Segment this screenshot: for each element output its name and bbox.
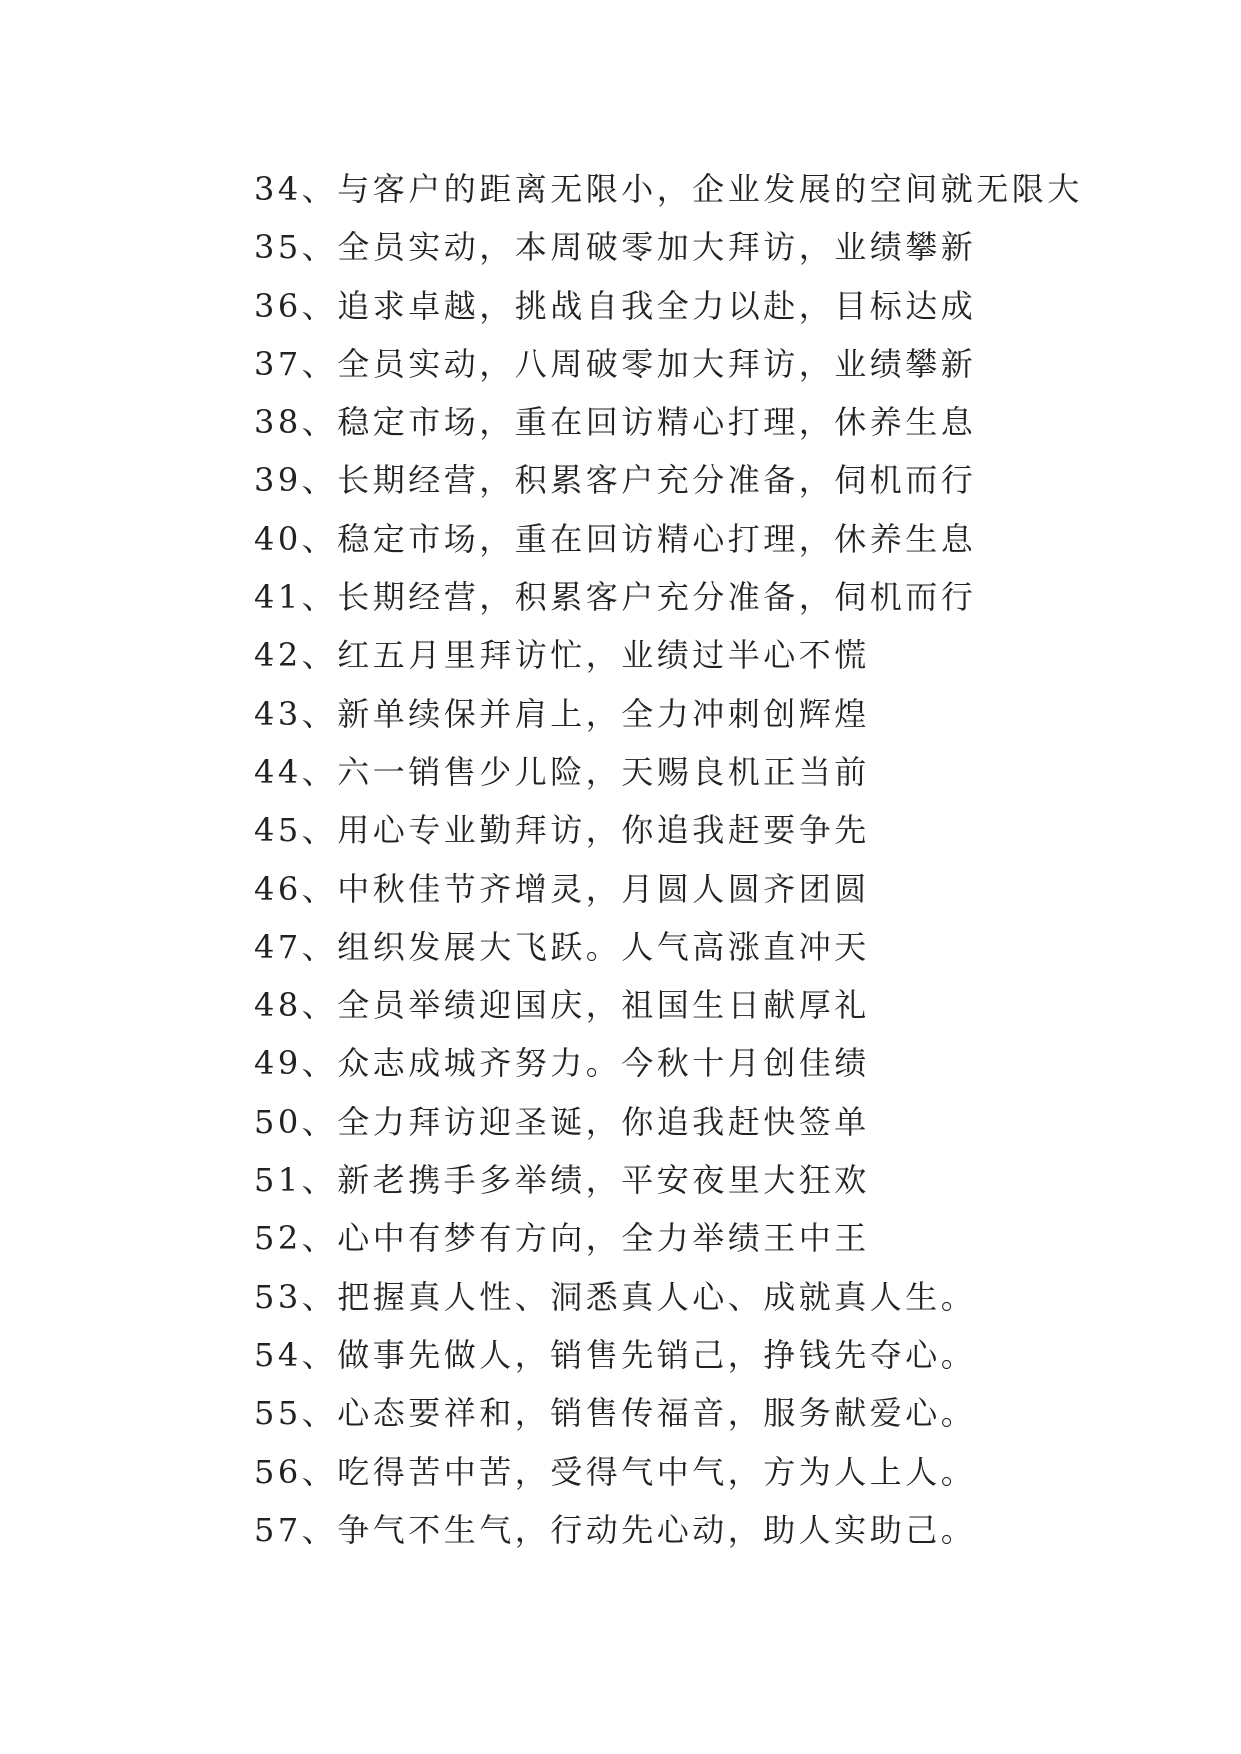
list-item: 44、六一销售少儿险，天赐良机正当前	[254, 752, 870, 791]
list-item: 48、全员举绩迎国庆，祖国生日献厚礼	[254, 986, 870, 1025]
list-item: 43、新单续保并肩上，全力冲刺创辉煌	[254, 694, 870, 733]
list-item: 46、中秋佳节齐增灵，月圆人圆齐团圆	[254, 869, 870, 908]
list-item: 41、长期经营，积累客户充分准备，伺机而行	[254, 578, 977, 617]
list-item: 57、争气不生气，行动先心动，助人实助己。	[254, 1510, 977, 1549]
list-item: 51、新老携手多举绩，平安夜里大狂欢	[254, 1161, 870, 1200]
list-item: 55、心态要祥和，销售传福音，服务献爱心。	[254, 1394, 977, 1433]
list-item: 37、全员实动，八周破零加大拜访，业绩攀新	[254, 344, 977, 383]
list-item: 40、稳定市场，重在回访精心打理，休养生息	[254, 519, 977, 558]
list-item: 45、用心专业勤拜访，你追我赶要争先	[254, 811, 870, 850]
list-item: 42、红五月里拜访忙，业绩过半心不慌	[254, 636, 870, 675]
list-item: 34、与客户的距离无限小，企业发展的空间就无限大	[254, 170, 1083, 208]
list-item: 54、做事先做人，销售先销己，挣钱先夺心。	[254, 1335, 977, 1374]
list-item: 49、众志成城齐努力。今秋十月创佳绩	[254, 1044, 870, 1083]
list-item: 47、组织发展大飞跃。人气高涨直冲天	[254, 927, 870, 966]
list-item: 35、全员实动，本周破零加大拜访，业绩攀新	[254, 228, 977, 267]
list-item: 53、把握真人性、洞悉真人心、成就真人生。	[254, 1277, 977, 1316]
list-item: 36、追求卓越，挑战自我全力以赴，目标达成	[254, 286, 977, 325]
list-item: 38、稳定市场，重在回访精心打理，休养生息	[254, 403, 977, 442]
list-item: 52、心中有梦有方向，全力举绩王中王	[254, 1219, 870, 1258]
slogan-list	[254, 160, 1214, 1559]
list-item: 39、长期经营，积累客户充分准备，伺机而行	[254, 461, 977, 500]
list-item: 56、吃得苦中苦，受得气中气，方为人上人。	[254, 1452, 977, 1491]
list-item: 50、全力拜访迎圣诞，你追我赶快签单	[254, 1102, 870, 1141]
